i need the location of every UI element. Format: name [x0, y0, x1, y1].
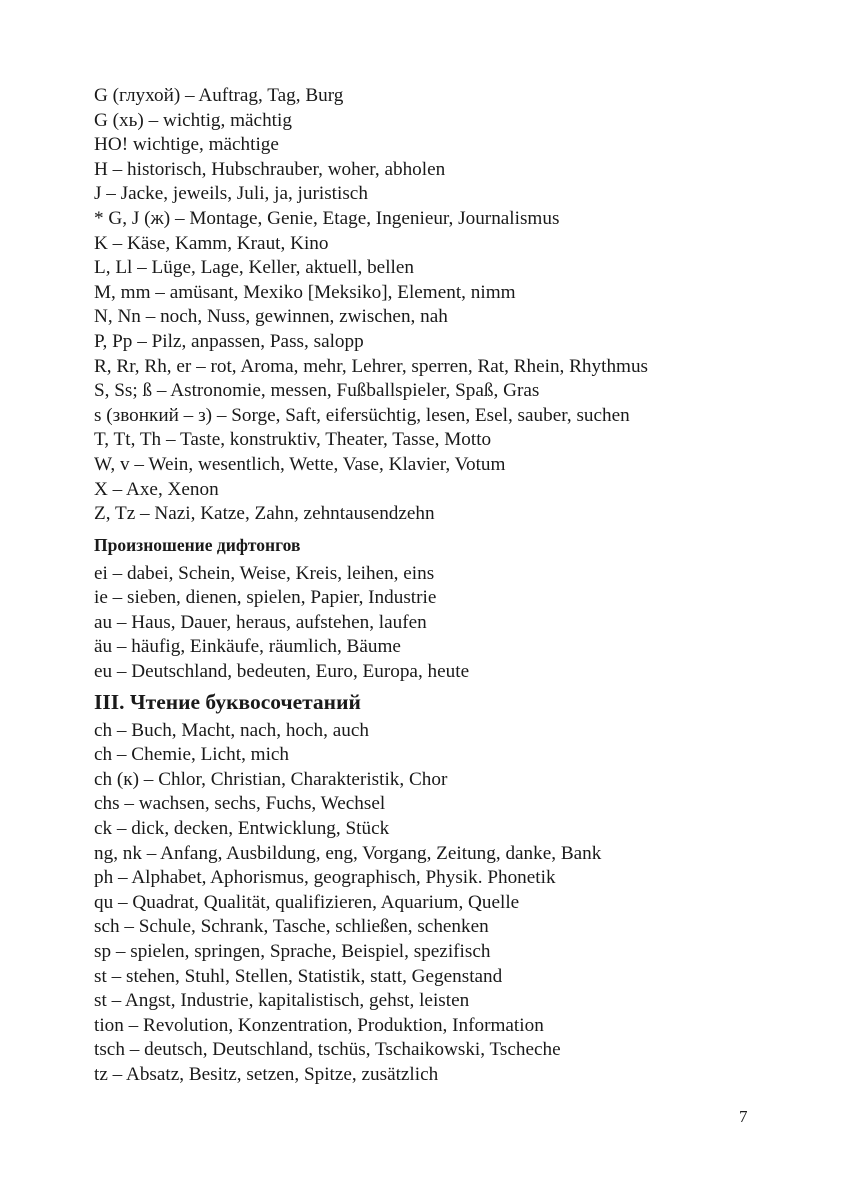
- list-item: chs – wachsen, sechs, Fuchs, Wechsel: [94, 793, 386, 815]
- list-item: äu – häufig, Einkäufe, räumlich, Bäume: [94, 636, 401, 658]
- list-item: ei – dabei, Schein, Weise, Kreis, leihen, eins: [94, 562, 435, 584]
- list-item: T, Tt, Th – Taste, konstruktiv, Theater, Tasse, Motto: [94, 429, 492, 451]
- list-item: ng, nk – Anfang, Ausbildung, eng, Vorgang, Zeitung, danke, Bank: [94, 842, 602, 864]
- list-item: ck – dick, decken, Entwicklung, Stück: [94, 818, 390, 840]
- list-item: K – Käse, Kamm, Kraut, Kino: [94, 232, 329, 254]
- list-item: G (хь) – wichtig, mächtig: [94, 109, 292, 131]
- section-heading: III. Чтение буквосочетаний: [94, 689, 361, 714]
- list-item: s (звонкий – з) – Sorge, Saft, eifersüchtig, lesen, Esel, sauber, suchen: [94, 404, 630, 426]
- list-item: L, Ll – Lüge, Lage, Keller, aktuell, bellen: [94, 257, 414, 279]
- list-item: st – stehen, Stuhl, Stellen, Statistik, statt, Gegenstand: [94, 965, 503, 987]
- list-item: R, Rr, Rh, er – rot, Aroma, mehr, Lehrer, sperren, Rat, Rhein, Rhythmus: [94, 355, 649, 377]
- list-item: J – Jacke, jeweils, Juli, ja, juristisch: [94, 183, 368, 205]
- list-item: G (глухой) – Auftrag, Tag, Burg: [94, 85, 344, 106]
- page-content: [94, 84, 774, 1088]
- list-item: ch – Buch, Macht, nach, hoch, auch: [94, 719, 369, 741]
- list-item: H – historisch, Hubschrauber, woher, abholen: [94, 158, 446, 180]
- list-item: sp – spielen, springen, Sprache, Beispiel, spezifisch: [94, 941, 491, 962]
- list-item: Z, Tz – Nazi, Katze, Zahn, zehntausendzehn: [94, 503, 435, 525]
- diphthongs-heading: Произношение дифтонгов: [94, 534, 301, 555]
- list-item: ch – Chemie, Licht, mich: [94, 744, 290, 766]
- list-item: HO! wichtige, mächtige: [94, 134, 279, 156]
- list-item: P, Pp – Pilz, anpassen, Pass, salopp: [94, 330, 364, 352]
- list-item: ph – Alphabet, Aphorismus, geographisch, Physik. Phonetik: [94, 867, 556, 889]
- list-item: st – Angst, Industrie, kapitalistisch, gehst, leisten: [94, 990, 470, 1012]
- list-item: au – Haus, Dauer, heraus, aufstehen, laufen: [94, 611, 427, 633]
- consonants-list: [94, 84, 774, 527]
- list-item: W, v – Wein, wesentlich, Wette, Vase, Klavier, Votum: [94, 453, 506, 475]
- list-item: sch – Schule, Schrank, Tasche, schließen, schenken: [94, 916, 489, 938]
- list-item: * G, J (ж) – Montage, Genie, Etage, Ingenieur, Journalismus: [94, 207, 560, 229]
- list-item: N, Nn – noch, Nuss, gewinnen, zwischen, nah: [94, 306, 448, 328]
- list-item: qu – Quadrat, Qualität, qualifizieren, Aquarium, Quelle: [94, 891, 520, 913]
- list-item: ch (к) – Chlor, Christian, Charakteristik, Chor: [94, 768, 448, 790]
- list-item: S, Ss; ß – Astronomie, messen, Fußballspieler, Spaß, Gras: [94, 380, 540, 402]
- list-item: M, mm – amüsant, Mexiko [Meksiko], Element, nimm: [94, 281, 516, 303]
- diphthongs-list: [94, 562, 774, 685]
- page-number: 7: [739, 1107, 748, 1126]
- list-item: X – Axe, Xenon: [94, 478, 219, 500]
- letter-combinations-list: [94, 719, 774, 1088]
- list-item: tsch – deutsch, Deutschland, tschüs, Tschaikowski, Tscheche: [94, 1039, 561, 1061]
- list-item: ie – sieben, dienen, spielen, Papier, Industrie: [94, 587, 437, 609]
- list-item: tion – Revolution, Konzentration, Produktion, Information: [94, 1014, 544, 1036]
- list-item: tz – Absatz, Besitz, setzen, Spitze, zusätzlich: [94, 1063, 439, 1085]
- list-item: eu – Deutschland, bedeuten, Euro, Europa, heute: [94, 661, 470, 683]
